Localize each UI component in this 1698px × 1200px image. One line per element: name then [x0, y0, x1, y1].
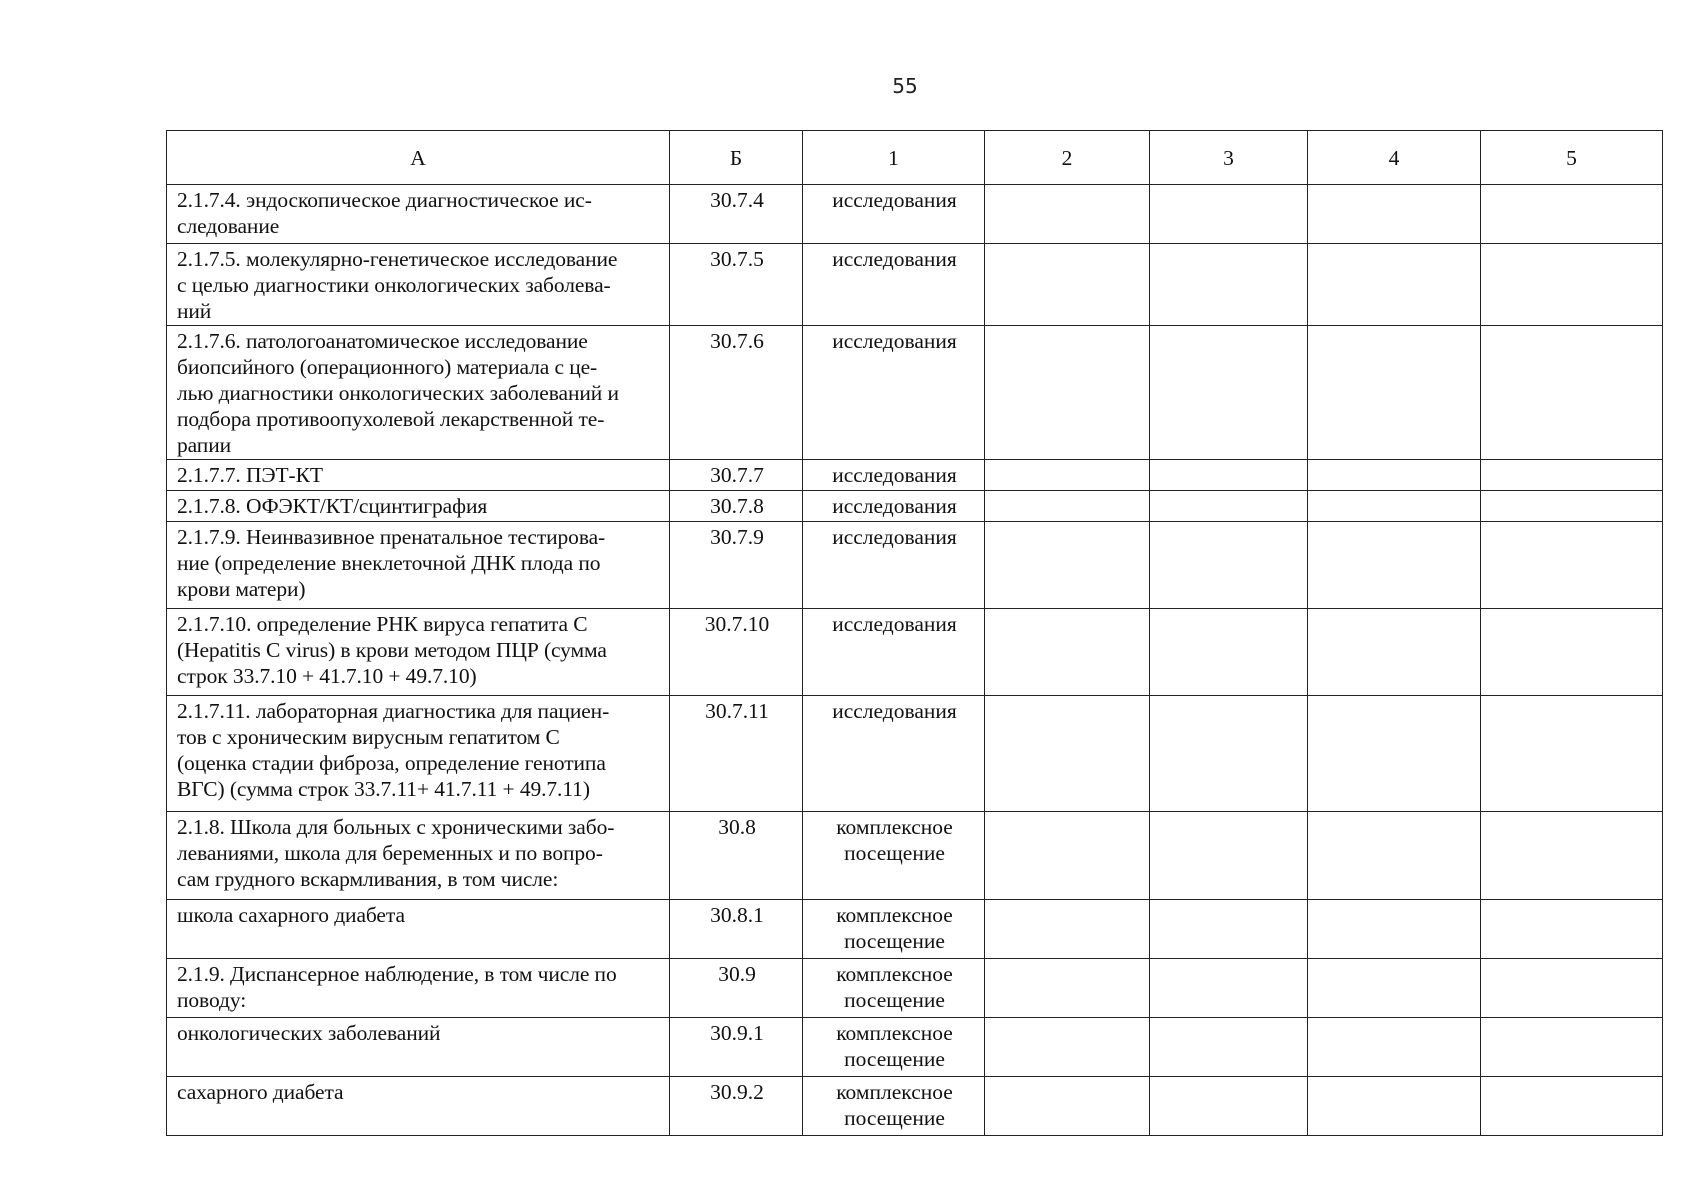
row-unit: исследования — [803, 696, 985, 812]
row-code: 30.7.4 — [670, 185, 803, 244]
value-cell-3 — [1150, 1077, 1308, 1136]
row-name: 2.1.7.11. лабораторная диагностика для пациен- тов с хроническим вирусным гепатитом С (оценка стадии фиброза, определение генотипа ВГС) (сумма строк 33.7.11+ 41.7.11 + 49.7.11) — [167, 696, 670, 812]
row-code: 30.9 — [670, 959, 803, 1018]
value-cell-5 — [1481, 609, 1663, 696]
value-cell-5 — [1481, 326, 1663, 460]
row-unit: комплексное посещение — [803, 1018, 985, 1077]
row-name: 2.1.7.6. патологоанатомическое исследование биопсийного (операционного) материала с це- лью диагностики онкологических заболеваний и подбора противоопухолевой лекарственной те- рапии — [167, 326, 670, 460]
value-cell-2 — [985, 460, 1150, 491]
statistics-table — [166, 130, 1663, 1136]
value-cell-4 — [1308, 522, 1481, 609]
value-cell-5 — [1481, 959, 1663, 1018]
row-unit: исследования — [803, 326, 985, 460]
value-cell-5 — [1481, 900, 1663, 959]
table-row — [167, 244, 1663, 326]
row-name: 2.1.7.5. молекулярно-генетическое исследование с целью диагностики онкологических заболева- ний — [167, 244, 670, 326]
value-cell-2 — [985, 812, 1150, 900]
value-cell-2 — [985, 522, 1150, 609]
value-cell-3 — [1150, 460, 1308, 491]
value-cell-2 — [985, 1018, 1150, 1077]
column-header-2: 2 — [985, 131, 1150, 185]
row-unit: исследования — [803, 185, 985, 244]
row-name: сахарного диабета — [167, 1077, 670, 1136]
value-cell-5 — [1481, 696, 1663, 812]
column-header-1: 1 — [803, 131, 985, 185]
value-cell-5 — [1481, 185, 1663, 244]
value-cell-3 — [1150, 522, 1308, 609]
value-cell-4 — [1308, 609, 1481, 696]
row-code: 30.7.10 — [670, 609, 803, 696]
row-code: 30.7.9 — [670, 522, 803, 609]
row-unit: исследования — [803, 460, 985, 491]
value-cell-5 — [1481, 1077, 1663, 1136]
row-code: 30.8.1 — [670, 900, 803, 959]
value-cell-4 — [1308, 900, 1481, 959]
value-cell-5 — [1481, 812, 1663, 900]
value-cell-3 — [1150, 900, 1308, 959]
row-code: 30.7.5 — [670, 244, 803, 326]
row-code: 30.7.8 — [670, 491, 803, 522]
row-name: 2.1.8. Школа для больных с хроническими забо- леваниями, школа для беременных и по вопро- сам грудного вскармливания, в том числе: — [167, 812, 670, 900]
value-cell-3 — [1150, 1018, 1308, 1077]
row-code: 30.7.6 — [670, 326, 803, 460]
row-code: 30.9.1 — [670, 1018, 803, 1077]
row-unit: комплексное посещение — [803, 1077, 985, 1136]
row-name: школа сахарного диабета — [167, 900, 670, 959]
column-header-3: 3 — [1150, 131, 1308, 185]
row-unit: исследования — [803, 244, 985, 326]
value-cell-3 — [1150, 959, 1308, 1018]
value-cell-5 — [1481, 522, 1663, 609]
value-cell-2 — [985, 491, 1150, 522]
row-name: 2.1.7.10. определение РНК вируса гепатита С (Hepatitis C virus) в крови методом ПЦР (сумма строк 33.7.10 + 41.7.10 + 49.7.10) — [167, 609, 670, 696]
row-name: 2.1.7.7. ПЭТ-КТ — [167, 460, 670, 491]
value-cell-3 — [1150, 491, 1308, 522]
value-cell-4 — [1308, 244, 1481, 326]
row-unit: исследования — [803, 609, 985, 696]
row-unit: комплексное посещение — [803, 959, 985, 1018]
table-row — [167, 812, 1663, 900]
column-header-a: А — [167, 131, 670, 185]
value-cell-4 — [1308, 1018, 1481, 1077]
row-name: онкологических заболеваний — [167, 1018, 670, 1077]
table-row — [167, 900, 1663, 959]
value-cell-3 — [1150, 696, 1308, 812]
row-code: 30.7.11 — [670, 696, 803, 812]
table-row — [167, 696, 1663, 812]
value-cell-4 — [1308, 185, 1481, 244]
table-row — [167, 491, 1663, 522]
value-cell-4 — [1308, 460, 1481, 491]
table-row — [167, 609, 1663, 696]
value-cell-4 — [1308, 812, 1481, 900]
value-cell-5 — [1481, 1018, 1663, 1077]
value-cell-2 — [985, 1077, 1150, 1136]
row-code: 30.9.2 — [670, 1077, 803, 1136]
row-name: 2.1.7.9. Неинвазивное пренатальное тестирова- ние (определение внеклеточной ДНК плода по крови матери) — [167, 522, 670, 609]
row-code: 30.7.7 — [670, 460, 803, 491]
row-unit: исследования — [803, 522, 985, 609]
table-row — [167, 522, 1663, 609]
row-name: 2.1.9. Диспансерное наблюдение, в том числе по поводу: — [167, 959, 670, 1018]
value-cell-2 — [985, 900, 1150, 959]
value-cell-3 — [1150, 609, 1308, 696]
table-row — [167, 1077, 1663, 1136]
table-row — [167, 326, 1663, 460]
row-unit: исследования — [803, 491, 985, 522]
value-cell-3 — [1150, 244, 1308, 326]
column-header-4: 4 — [1308, 131, 1481, 185]
value-cell-4 — [1308, 326, 1481, 460]
value-cell-4 — [1308, 959, 1481, 1018]
table-row — [167, 460, 1663, 491]
row-name: 2.1.7.4. эндоскопическое диагностическое ис- следование — [167, 185, 670, 244]
table-row — [167, 959, 1663, 1018]
value-cell-4 — [1308, 696, 1481, 812]
value-cell-5 — [1481, 460, 1663, 491]
value-cell-2 — [985, 185, 1150, 244]
value-cell-3 — [1150, 185, 1308, 244]
value-cell-2 — [985, 696, 1150, 812]
row-unit: комплексное посещение — [803, 900, 985, 959]
value-cell-2 — [985, 244, 1150, 326]
column-header-b: Б — [670, 131, 803, 185]
row-unit: комплексное посещение — [803, 812, 985, 900]
value-cell-2 — [985, 959, 1150, 1018]
value-cell-2 — [985, 609, 1150, 696]
table-row — [167, 185, 1663, 244]
table-body — [167, 185, 1663, 1136]
row-code: 30.8 — [670, 812, 803, 900]
row-name: 2.1.7.8. ОФЭКТ/КТ/сцинтиграфия — [167, 491, 670, 522]
value-cell-3 — [1150, 812, 1308, 900]
page-number: 55 — [892, 74, 918, 98]
value-cell-3 — [1150, 326, 1308, 460]
value-cell-4 — [1308, 1077, 1481, 1136]
table-row — [167, 1018, 1663, 1077]
table-header-row — [167, 131, 1663, 185]
value-cell-5 — [1481, 491, 1663, 522]
value-cell-5 — [1481, 244, 1663, 326]
value-cell-2 — [985, 326, 1150, 460]
column-header-5: 5 — [1481, 131, 1663, 185]
value-cell-4 — [1308, 491, 1481, 522]
